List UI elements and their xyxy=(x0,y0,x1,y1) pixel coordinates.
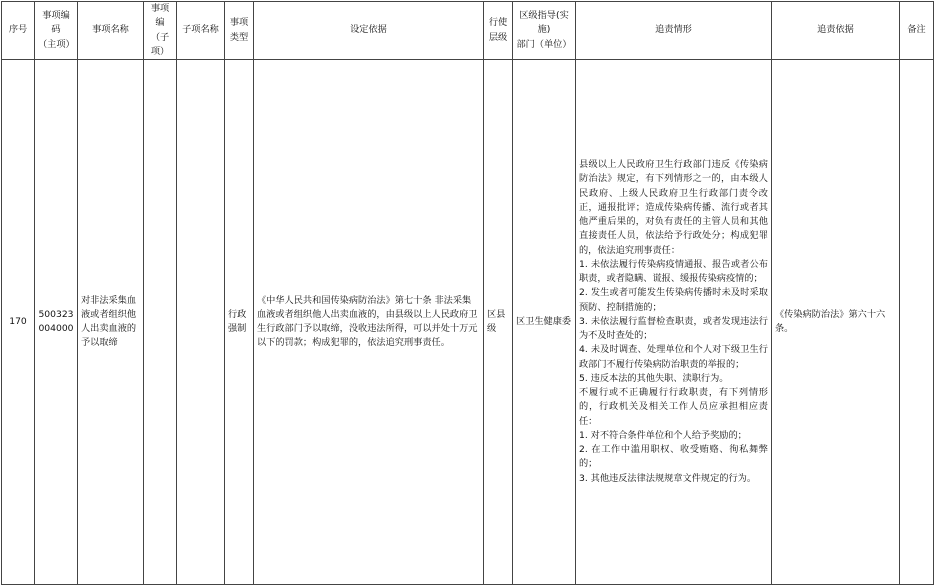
header-department: 区级指导(实施) 部门（单位） xyxy=(513,2,576,60)
table-row xyxy=(2,60,934,585)
cell-department: 区卫生健康委 xyxy=(513,60,576,585)
cell-code-sub xyxy=(144,60,177,585)
cell-level: 区县级 xyxy=(484,60,513,585)
cell-item-name: 对非法采集血液或者组织他人出卖血液的予以取缔 xyxy=(78,60,144,585)
header-code-main: 事项编码 （主项） xyxy=(35,2,78,60)
header-liability: 追责情形 xyxy=(576,2,772,60)
header-item-name: 事项名称 xyxy=(78,2,144,60)
header-seq: 序号 xyxy=(2,2,35,60)
header-remarks: 备注 xyxy=(900,2,934,60)
header-row xyxy=(2,2,934,60)
cell-liability: 县级以上人民政府卫生行政部门违反《传染病防治法》规定，有下列情形之一的，由本级人民政府、上级人民政府卫生行政部门责令改正，通报批评；造成传染病传播、流行或者其他严重后果的，对负有责任的主管人员和其他直接责任人员，依法给予行政处分；构成犯罪的，依法追究刑事责任： 1. 未依法履行传染病疫情通报、报告或者公布职责，或者隐瞒、谎报、缓报传染病疫情的； 2. 发生或者可能发生传染病传播时未及时采取预防、控制措施的； 3. 未依法履行监督检查职责，或者发现违法行为不及时查处的； 4. 未及时调查、处理单位和个人对下级卫生行政部门不履行传染病防治职责的举报的； 5. 违反本法的其他失职、渎职行为。 不履行或不正确履行行政职责，有下列情形的，行政机关及相关工作人员应承担相应责任： 1. 对不符合条件单位和个人给予奖励的； 2. 在工作中滥用职权、收受贿赂、徇私舞弊的； 3. 其他违反法律法规规章文件规定的行为。 xyxy=(576,60,772,585)
cell-seq: 170 xyxy=(2,60,35,585)
header-level: 行使 层级 xyxy=(484,2,513,60)
cell-item-type: 行政强制 xyxy=(225,60,254,585)
cell-liability-basis: 《传染病防治法》第六十六条。 xyxy=(772,60,900,585)
header-basis: 设定依据 xyxy=(254,2,484,60)
header-code-sub: 事项编 （子项） xyxy=(144,2,177,60)
header-item-type: 事项 类型 xyxy=(225,2,254,60)
cell-code-main: 500323 004000 xyxy=(35,60,78,585)
cell-basis: 《中华人民共和国传染病防治法》第七十条 非法采集血液或者组织他人出卖血液的，由县级以上人民政府卫生行政部门予以取缔，没收违法所得，可以并处十万元以下的罚款；构成犯罪的，依法追究刑事责任。 xyxy=(254,60,484,585)
cell-remarks xyxy=(900,60,934,585)
header-sub-name: 子项名称 xyxy=(177,2,225,60)
permission-table xyxy=(1,1,934,585)
cell-sub-name xyxy=(177,60,225,585)
header-liability-basis: 追责依据 xyxy=(772,2,900,60)
